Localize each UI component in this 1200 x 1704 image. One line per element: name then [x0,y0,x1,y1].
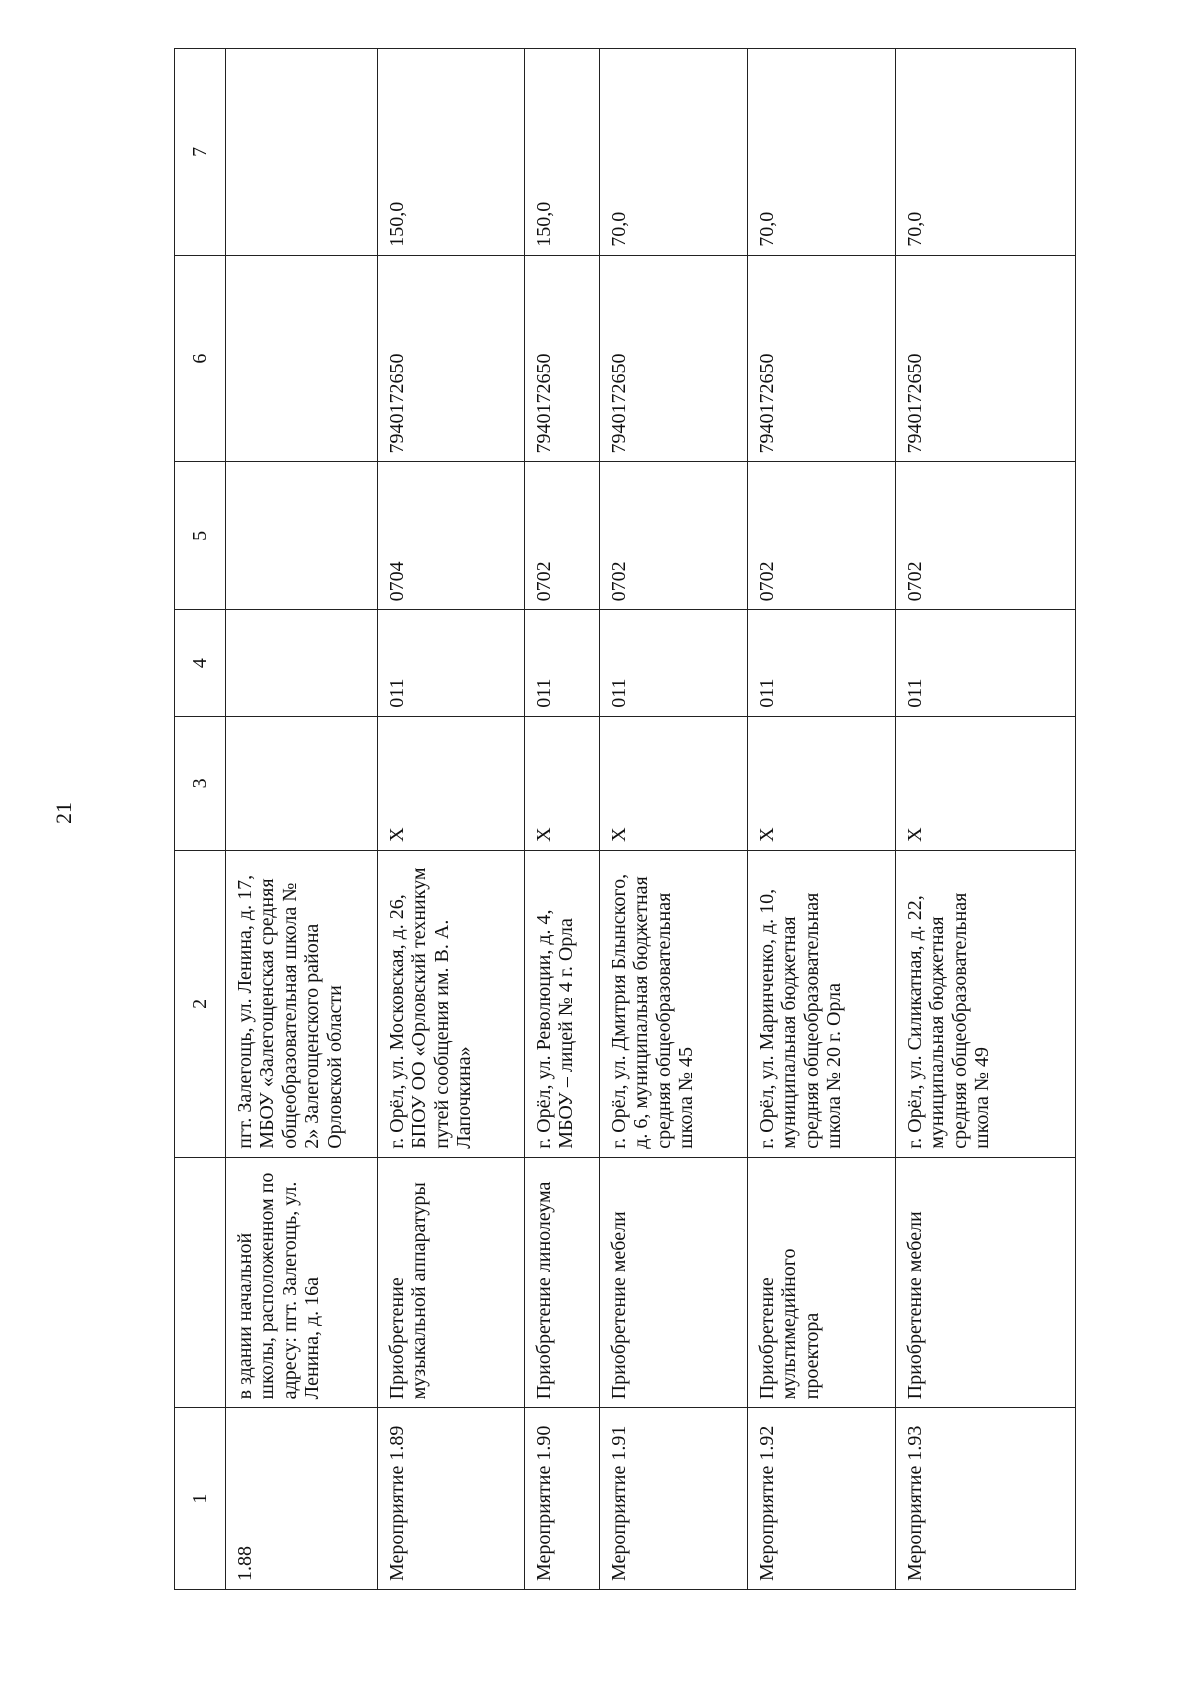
table-cell-col7: 150,0 [525,49,600,256]
table-cell-col1b: Приобретение линолеума [525,1157,600,1408]
table-cell-col3: Х [896,716,1076,850]
table-row [226,49,378,1590]
header-cell: 5 [175,462,226,610]
table-cell-col4: 011 [525,610,600,716]
table-cell-col1: Мероприятие 1.92 [748,1408,896,1590]
table-cell-col4: 011 [896,610,1076,716]
table-cell-col5: 0702 [896,462,1076,610]
table-cell-col7: 70,0 [896,49,1076,256]
table-cell-col2: г. Орёл, ул. Дмитрия Блынского, д. 6, муниципальная бюджетная средняя общеобразовательная школа № 45 [600,850,748,1157]
table-cell-col2: г. Орёл, ул. Революции, д. 4, МБОУ – лицей № 4 г. Орла [525,850,600,1157]
table-cell-col5: 0702 [600,462,748,610]
table-container [174,48,1072,1590]
table-row [378,49,525,1590]
table-cell-col6: 7940172650 [748,255,896,462]
table-cell-col1b: Приобретение музыкальной аппаратуры [378,1157,525,1408]
table-cell-col6: 7940172650 [525,255,600,462]
table-cell-col3: Х [600,716,748,850]
table-cell-col1: Мероприятие 1.91 [600,1408,748,1590]
table-cell-col3: Х [378,716,525,850]
table-cell-col6: 7940172650 [896,255,1076,462]
table-cell-col1: Мероприятие 1.90 [525,1408,600,1590]
table-cell-col3 [226,716,378,850]
table-cell-col1b: в здании начальной школы, расположенном по адресу: пгт. Залегощь, ул. Ленина, д. 16а [226,1157,378,1408]
table-cell-col2: пгт. Залегощь, ул. Ленина, д. 17, МБОУ «Залегощенская средняя общеобразовательная школа № 2» Залегощенского района Орловской области [226,850,378,1157]
header-cell [175,1157,226,1408]
table-cell-col4: 011 [748,610,896,716]
table-cell-col2: г. Орёл, ул. Московская, д. 26, БПОУ ОО «Орловский техникум путей сообщения им. В. А. Лапочкина» [378,850,525,1157]
table-cell-col5: 0704 [378,462,525,610]
header-cell: 3 [175,716,226,850]
header-cell: 4 [175,610,226,716]
table-row [525,49,600,1590]
table-cell-col4: 011 [600,610,748,716]
table-cell-col5 [226,462,378,610]
table-cell-col2: г. Орёл, ул. Маринченко, д. 10, муниципальная бюджетная средняя общеобразовательная школа № 20 г. Орла [748,850,896,1157]
header-cell: 2 [175,850,226,1157]
table-cell-col4: 011 [378,610,525,716]
table-cell-col2: г. Орёл, ул. Силикатная, д. 22, муниципальная бюджетная средняя общеобразовательная школа № 49 [896,850,1076,1157]
table-cell-col7: 150,0 [378,49,525,256]
table-cell-col6 [226,255,378,462]
table-row [896,49,1076,1590]
table-cell-col7: 70,0 [748,49,896,256]
header-cell: 6 [175,255,226,462]
table-cell-col4 [226,610,378,716]
header-cell: 1 [175,1408,226,1590]
header-cell: 7 [175,49,226,256]
table-cell-col1b: Приобретение мебели [600,1157,748,1408]
table-cell-col5: 0702 [748,462,896,610]
table-cell-col5: 0702 [525,462,600,610]
table-cell-col1: Мероприятие 1.89 [378,1408,525,1590]
table-row [748,49,896,1590]
table-cell-col6: 7940172650 [378,255,525,462]
table-cell-col3: Х [748,716,896,850]
table-cell-col3: Х [525,716,600,850]
table-cell-col1b: Приобретение мебели [896,1157,1076,1408]
table-cell-col1: Мероприятие 1.93 [896,1408,1076,1590]
budget-table [174,48,1076,1590]
table-cell-col7 [226,49,378,256]
header-row [175,49,226,1590]
table-row [600,49,748,1590]
table-cell-col7: 70,0 [600,49,748,256]
table-cell-col1: 1.88 [226,1408,378,1590]
table-cell-col1b: Приобретение мультимедийного проектора [748,1157,896,1408]
table-cell-col6: 7940172650 [600,255,748,462]
page-number: 21 [51,802,76,824]
